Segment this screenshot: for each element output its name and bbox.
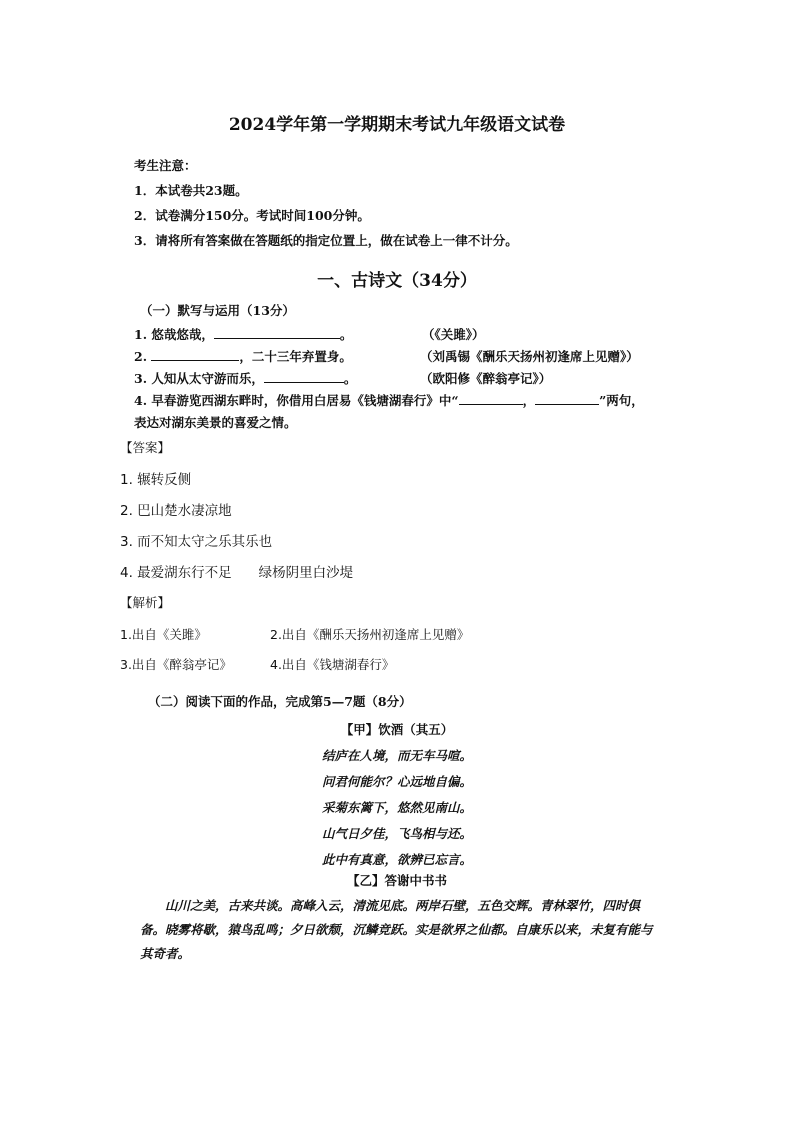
poem-line: 结庐在人境，而无车马喧。 — [321, 748, 472, 763]
question-text: 。 — [343, 371, 357, 386]
notice-item: 1．本试卷共23题。 — [134, 183, 248, 198]
question-text: 4. 早春游览西湖东畔时，你借用白居易《钱塘湖春行》中“ — [134, 393, 459, 408]
question-text: ”两句， — [599, 393, 644, 408]
analysis-heading: 【解析】 — [120, 595, 171, 610]
poem-title: 【甲】饮酒（其五） — [340, 722, 454, 737]
question-source: （欧阳修《醉翁亭记》） — [420, 371, 552, 386]
notice-heading: 考生注意： — [134, 158, 197, 173]
question-4 — [134, 391, 644, 409]
answer-blank[interactable] — [264, 370, 344, 383]
question-text: ， — [522, 393, 536, 408]
poem-line: 采菊东篱下，悠然见南山。 — [321, 800, 472, 815]
prose-text: 山川之美，古来共谈。高峰入云，清流见底。两岸石壁，五色交辉。青林翠竹，四时俱备。晓雾将歇，猿鸟乱鸣；夕日欲颓，沉鳞竞跃。实是欲界之仙都。自康乐以来，未复有能与其奇者。 — [140, 898, 653, 961]
answer-item: 3. 而不知太守之乐其乐也 — [120, 534, 273, 550]
answer-item: 4. 最爱湖东行不足 绿杨阴里白沙堤 — [120, 565, 354, 581]
analysis-item: 4.出自《钱塘湖春行》 — [270, 657, 395, 672]
answer-blank[interactable] — [214, 326, 340, 339]
question-text: 1. 悠哉悠哉， — [134, 327, 214, 342]
question-source: （刘禹锡《酬乐天扬州初逢席上见赠》） — [420, 349, 639, 364]
poem-line: 山气日夕佳，飞鸟相与还。 — [321, 826, 472, 841]
poem-line: 问君何能尔？心远地自偏。 — [321, 774, 472, 789]
analysis-item: 3.出自《醉翁亭记》 — [120, 657, 232, 672]
part2-title: （二）阅读下面的作品，完成第5—7题（8分） — [148, 694, 412, 709]
answer-heading: 【答案】 — [120, 440, 171, 455]
question-text: ，二十三年弃置身。 — [239, 349, 352, 364]
poem-line: 此中有真意，欲辨已忘言。 — [321, 852, 472, 867]
question-text: 2. — [134, 349, 152, 364]
prose-title: 【乙】答谢中书书 — [346, 873, 447, 888]
exam-title: 2024学年第一学期期末考试九年级语文试卷 — [228, 115, 566, 135]
question-1 — [134, 325, 352, 343]
answer-item: 2. 巴山楚水凄凉地 — [120, 503, 232, 519]
section-title: 一、古诗文（34分） — [317, 271, 477, 291]
question-source: （《关雎》） — [422, 327, 485, 342]
answer-item: 1. 辗转反侧 — [120, 472, 192, 488]
answer-blank[interactable] — [459, 392, 523, 405]
notice-item: 3．请将所有答案做在答题纸的指定位置上，做在试卷上一律不计分。 — [134, 233, 518, 248]
notice-item: 2．试卷满分150分。考试时间100分钟。 — [134, 208, 370, 223]
analysis-item: 2.出自《酬乐天扬州初逢席上见赠》 — [270, 627, 470, 642]
answer-blank[interactable] — [151, 348, 239, 361]
question-4-line2: 表达对湖东美景的喜爱之情。 — [134, 415, 297, 430]
question-text: 3. 人知从太守游而乐， — [134, 371, 264, 386]
answer-blank[interactable] — [535, 392, 599, 405]
analysis-item: 1.出自《关雎》 — [120, 627, 207, 642]
part1-title: （一）默写与运用（13分） — [140, 303, 295, 318]
question-text: 。 — [339, 327, 353, 342]
question-3 — [134, 369, 356, 387]
question-2 — [134, 347, 352, 365]
